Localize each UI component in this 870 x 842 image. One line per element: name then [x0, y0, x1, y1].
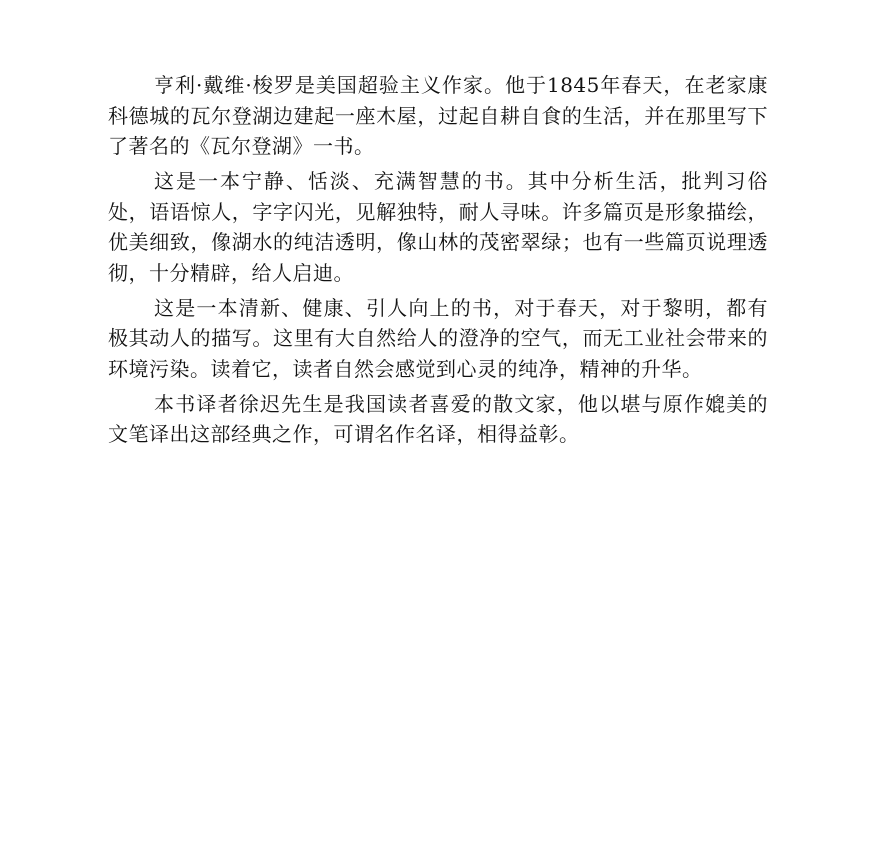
paragraph-intro: 亨利·戴维·梭罗是美国超验主义作家。他于1845年春天，在老家康科德城的瓦尔登湖边建起一座木屋，过起自耕自食的生活，并在那里写下了著名的《瓦尔登湖》一书。 — [108, 73, 768, 158]
paragraph-translator: 本书译者徐迟先生是我国读者喜爱的散文家，他以堪与原作媲美的文笔译出这部经典之作，可谓名作名译，相得益彰。 — [108, 391, 768, 446]
paragraph-nature: 这是一本清新、健康、引人向上的书，对于春天，对于黎明，都有极其动人的描写。这里有大自然给人的澄净的空气，而无工业社会带来的环境污染。读着它，读者自然会感觉到心灵的纯净，精神的升华。 — [108, 295, 768, 381]
paragraph-description: 这是一本宁静、恬淡、充满智慧的书。其中分析生活，批判习俗处，语语惊人，字字闪光，见解独特，耐人寻味。许多篇页是形象描绘，优美细致，像湖水的纯洁透明，像山林的茂密翠绿；也有一些篇页说理透彻，十分精辟，给人启迪。 — [108, 169, 768, 285]
document-body — [108, 70, 768, 454]
